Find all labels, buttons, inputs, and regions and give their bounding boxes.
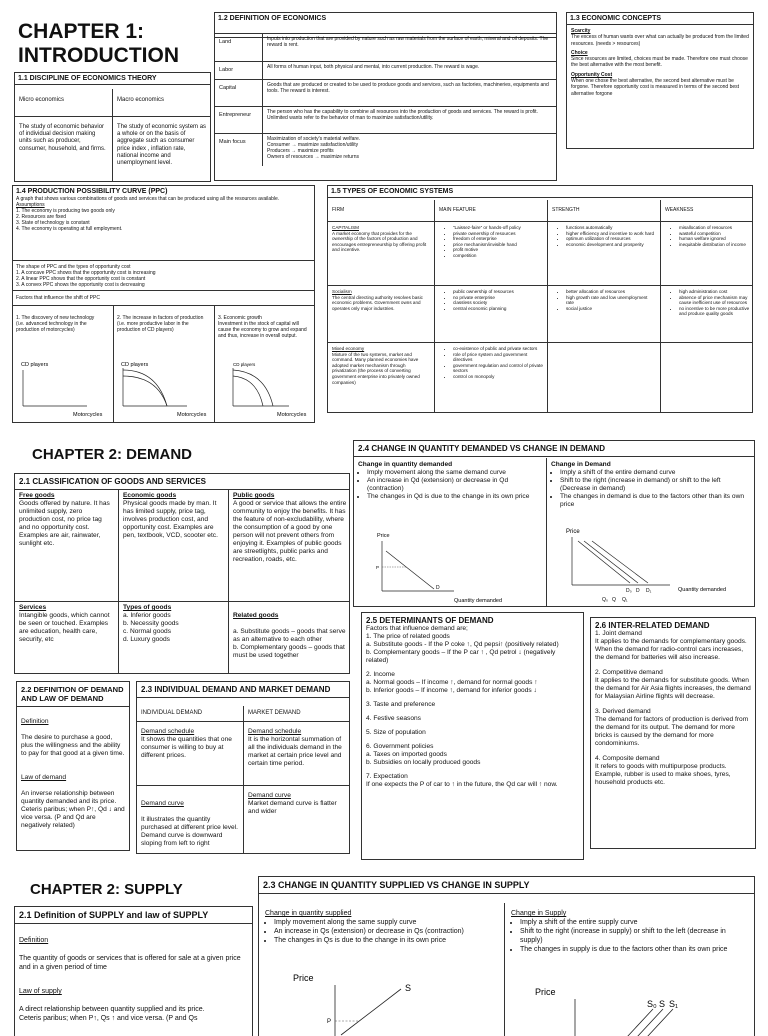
section-2-5	[361, 612, 584, 860]
graph-y-label: Price	[535, 987, 556, 997]
system-desc: A market economy that provides for the ownership of the factors of production and encourages entrepreneurship by offering profit and incentive.	[332, 230, 427, 253]
system-features-item: • competition	[453, 253, 543, 259]
demand-definition-block	[17, 707, 129, 841]
system-weaknesses-item: • no incentive to be more productive and produce quality goods	[679, 306, 750, 317]
change-qd-point: • The changes in Qd is due to the change in its own price	[367, 493, 542, 501]
inter-related-line: It refers to goods with multipurpose products. Example, rubber is used to make shoes, tyres, household products etc.	[595, 763, 731, 786]
section-1-1	[14, 72, 211, 182]
system-weaknesses-list	[665, 289, 750, 317]
system-cell	[328, 286, 435, 342]
system-weaknesses-item: • high administration cost	[679, 289, 750, 295]
factor-1-text: 1. The discovery of new technology (i.e. advanced technology in the production of motorcycles)	[16, 315, 95, 333]
system-weaknesses-item: • inequitable distribution of income	[679, 242, 750, 248]
system-strengths-list	[552, 289, 656, 311]
section-heading: 1.5 TYPES OF ECONOMIC SYSTEMS	[328, 186, 752, 198]
change-supply-point: • Imply a shift of the entire supply curve	[520, 918, 750, 927]
system-weaknesses-item: • misallocation of resources	[679, 225, 750, 231]
system-features-item: • role of price system and government directives	[453, 352, 543, 363]
definition-row	[215, 33, 557, 61]
goods-type-item: c. Normal goods	[123, 628, 172, 635]
inter-related-demand-list	[591, 630, 755, 787]
system-cell	[328, 343, 435, 413]
system-weaknesses-cell	[661, 343, 753, 413]
section-1-3	[566, 12, 754, 149]
assumption-item: 1. The economy is producing two goods only	[16, 208, 115, 214]
definition-term: Land	[215, 34, 263, 61]
law-text: An inverse relationship between quantity demanded and its price. Ceteris paribus; when P↑, Qd ↓ and vice versa. (P and Qd are negatively related)	[21, 790, 125, 829]
graph-x-label: Quantity demanded	[454, 598, 503, 604]
ppc-curve-original	[233, 376, 263, 406]
graph-x-label: Quantity demanded	[678, 587, 727, 593]
inter-related-line: 2. Competitive demand	[595, 669, 663, 676]
system-strengths-item: • high growth rate and low unemployment rate	[566, 295, 656, 306]
free-goods-text: Goods offered by nature. It has unlimited supply, zero production cost, no price tag and no opportunity cost. Examples are air, rainwater, sunlight etc.	[19, 500, 110, 547]
change-qs-points	[265, 918, 498, 945]
market-schedule	[244, 722, 350, 786]
demand-curve-d	[584, 541, 638, 583]
section-heading: 2.1 Definition of SUPPLY and law of SUPPLY	[15, 907, 252, 924]
section-heading: 2.2 DEFINITION OF DEMAND AND LAW OF DEMAND	[17, 682, 129, 707]
determinant-line: a. Substitute goods - If the P coke ↑, Qd pepsi↑ (positively related)	[366, 641, 559, 648]
section-heading: 1.4 PRODUCTION POSSIBILITY CURVE (PPC)	[16, 188, 168, 195]
related-goods	[229, 602, 350, 674]
factors-title: Factors that influence the shift of PPC	[13, 290, 314, 306]
inter-related-line	[595, 701, 751, 708]
determinant-line: a. Normal goods – If income ↑, demand for normal goods ↑	[366, 679, 538, 686]
label-d0: D₀	[626, 588, 632, 594]
determinant-line: 4. Festive seasons	[366, 715, 421, 722]
system-features-item: • no private enterprise	[453, 295, 543, 301]
individual-schedule-text: It shows the quantities that one consumer is willing to buy at different prices.	[141, 736, 232, 759]
label-d1: D₁	[646, 588, 652, 594]
market-schedule-text: It is the horizontal summation of all the individuals demand in the market at certain price level and certain time period.	[248, 736, 342, 767]
section-2-3	[136, 681, 350, 854]
definition-term: Capital	[215, 80, 263, 106]
definition-term: Main focus	[215, 134, 263, 166]
label-q1: Q₁	[622, 597, 628, 603]
section-2-4	[353, 440, 755, 607]
section-2-1	[14, 473, 350, 674]
definition-text: The quantity of goods or services that is offered for sale at a given price and in a given period of time	[19, 955, 241, 971]
system-features-list	[439, 225, 543, 259]
change-supply-point: • The changes in supply is due to the factors other than its own price	[520, 945, 750, 954]
change-supply-points	[511, 918, 750, 954]
factor-3-text: 3. Economic growth Investment in the stock of capital will cause the economy to grow and expand and thus, increase in overall output.	[218, 315, 307, 339]
definition-desc-line: Consumer → maximize satisfaction/utility	[267, 142, 359, 148]
ppc-curve-shifted	[233, 370, 273, 406]
section-heading: 2.3 CHANGE IN QUANTITY SUPPLIED VS CHANGE IN SUPPLY	[259, 877, 754, 894]
individual-demand-header: INDIVIDUAL DEMAND	[137, 706, 244, 722]
definition-title: Definition	[19, 937, 49, 944]
ppc-x-label: Motorcycles	[177, 412, 207, 418]
chapter1-title-line1: CHAPTER 1:	[18, 20, 145, 43]
system-features-item: • government regulation and control of private sectors	[453, 363, 543, 374]
system-features-cell	[435, 286, 548, 342]
qd-movement-graph	[374, 529, 524, 607]
determinant-line: Factors that influence demand are;	[366, 625, 468, 632]
system-features-item: • “Laissez-faire” or hands-off policy	[453, 225, 543, 231]
market-demand-header: MARKET DEMAND	[244, 706, 350, 722]
label-s: S	[659, 999, 666, 1009]
price-label: P	[327, 1019, 332, 1025]
demand-shift-graph	[560, 525, 750, 607]
section-1-5	[327, 185, 753, 413]
definition-desc	[263, 80, 557, 96]
system-strengths-cell	[548, 286, 661, 342]
definition-desc	[263, 134, 557, 162]
graph-y-label: Price	[377, 533, 390, 539]
system-weaknesses-item: • absence of price mechanism may cause inefficient use of resources	[679, 295, 750, 306]
section-heading: 2.3 INDIVIDUAL DEMAND AND MARKET DEMAND	[137, 682, 349, 698]
system-features-item: • freedom of enterprise	[453, 236, 543, 242]
change-supply-point: • Shift to the right (increase in supply) or shift to the left (decrease in supply)	[520, 927, 750, 945]
section-2-2	[16, 681, 130, 851]
definition-desc	[263, 34, 557, 50]
change-demand-point: • Imply a shift of the entire demand curve	[560, 469, 752, 477]
individual-schedule	[137, 722, 244, 786]
definition-term: Labor	[215, 62, 263, 79]
system-features-item: • classless society	[453, 300, 543, 306]
graph-y-label: Price	[566, 529, 580, 535]
economic-goods-text: Physical goods made by man. It has limited supply, price tag, involves production cost, and opportunity cost. Examples are pen, textbook, VCD, scooter etc.	[123, 500, 218, 539]
ppc-x-label: Motorcycles	[73, 412, 103, 418]
market-curve-title: Demand curve	[248, 792, 291, 799]
concept-item	[571, 28, 749, 47]
system-cell	[328, 222, 435, 285]
label-s0: S₀	[647, 999, 657, 1009]
individual-curve-text: It illustrates the quantity purchased at different price level. Demand curve is downward sloping from left to right	[141, 816, 239, 847]
concept-title: Opportunity Cost	[571, 71, 613, 78]
price-label: P	[376, 565, 380, 570]
definition-title: Definition	[21, 718, 49, 725]
system-weaknesses-item: • wasteful competition	[679, 231, 750, 237]
economic-goods-title: Economic goods	[123, 492, 177, 499]
system-name: Mixed economy	[332, 346, 365, 351]
determinant-line: 3. Taste and preference	[366, 701, 436, 708]
law-title: Law of demand	[21, 774, 67, 781]
system-features-item: • private ownership of resources	[453, 231, 543, 237]
ppc-intro-block	[13, 195, 314, 233]
services-title: Services	[19, 604, 47, 611]
change-qd-title: Change in quantity demanded	[358, 461, 453, 468]
system-features-item: • profit motive	[453, 247, 543, 253]
concept-title: Scarcity	[571, 28, 591, 34]
system-strengths-item: • optimum utilization of resources	[566, 236, 656, 242]
definition-row	[215, 106, 557, 133]
law-text: A direct relationship between quantity supplied and its price. Ceteris paribus; when P↑, Qs ↑ and vice versa. (P and Qs	[19, 1006, 205, 1022]
label-q0: Q₀	[602, 597, 608, 603]
section-heading: 2.1 CLASSIFICATION OF GOODS AND SERVICES	[15, 474, 349, 490]
supply-curve-s0	[627, 1009, 653, 1036]
individual-curve	[137, 786, 244, 854]
supply-curve	[341, 989, 401, 1035]
goods-type-item: b. Necessity goods	[123, 620, 179, 627]
system-strengths-item: • social justice	[566, 306, 656, 312]
chapter1-title-line2: INTRODUCTION	[18, 44, 179, 67]
definition-row	[215, 133, 557, 166]
ppc-graph-factors	[117, 358, 215, 420]
change-demand-title: Change in Demand	[551, 461, 611, 468]
macro-label: Macro economics	[113, 89, 211, 117]
table-column-header: WEAKNESS	[665, 207, 694, 213]
concept-text: When one chose the best alternative, the second best alternative must be forgone. Therefore opportunity cost is measured in terms of the second best alternative forgone	[571, 78, 740, 97]
inter-related-line: It applies to the demands for substitute goods. When the demand for Air Asia flights increases, the demand for Malaysian Airline flights will decrease.	[595, 677, 751, 700]
free-goods-title: Free goods	[19, 492, 55, 499]
determinant-line: b. Complementary goods – If the P car ↑ , Qd petrol ↓ (negatively related)	[366, 649, 556, 664]
table-row	[328, 343, 753, 413]
system-features-item: • central economic planning	[453, 306, 543, 312]
determinants-list	[362, 625, 583, 789]
table-column-header: STRENGTH	[548, 200, 661, 221]
chapter1-title	[18, 20, 179, 68]
concept-title: Choice	[571, 49, 588, 56]
change-demand-points	[551, 469, 752, 509]
concept-item	[571, 50, 749, 69]
system-name: CAPITALISM	[332, 225, 359, 230]
services-text: Intangible goods, which cannot be seen or touched. Examples are education, health care, security, etc	[19, 612, 110, 643]
label-s1: S₁	[669, 999, 679, 1009]
services	[15, 602, 119, 674]
system-strengths-cell	[548, 222, 661, 285]
section-heading: 2.5 DETERMINANTS OF DEMAND	[366, 616, 494, 625]
demand-label: D	[436, 585, 440, 591]
assumption-item: 4. The economy is operating at full employment.	[16, 226, 123, 232]
ppc-intro: A graph that shows various combinations of goods and services that can be produced using all the resources available.	[16, 196, 280, 202]
label-q: Q	[612, 597, 616, 603]
public-goods-text: A good or service that allows the entire community to enjoy the benefits. It has the feature of non-excludability, where the consumption of a good by one person will not prevent others from enjoying it. Examples of public goods are streetlights, public parks and recreation, roads, etc.	[233, 500, 347, 563]
table-row	[328, 286, 753, 343]
definition-desc-line: Maximization of society's material welfare.	[267, 136, 361, 142]
section-2-6	[590, 617, 756, 849]
macro-text: The study of economic system as a whole or on the basis of aggregate such as consumer price index , inflation rate, national income and unemployment level.	[117, 124, 207, 167]
system-strengths-item: • economic development and prosperity	[566, 242, 656, 248]
ppc-curve-shifted	[123, 370, 167, 406]
factor-2-text: 2. The increase in factors of production (i.e. more productive labor in the production of CD players)	[117, 315, 204, 333]
system-features-list	[439, 346, 543, 380]
qs-movement-graph	[289, 971, 469, 1036]
definition-desc-text: All forms of human input, both physical and mental, into current production. The reward is wage.	[267, 64, 480, 70]
section-supply-2-3	[258, 876, 755, 1036]
table-header-row	[328, 200, 753, 222]
definition-row	[215, 79, 557, 106]
system-strengths-list	[552, 225, 656, 247]
section-heading: 1.1 DISCIPLINE OF ECONOMICS THEORY	[15, 73, 210, 85]
system-features-cell	[435, 222, 548, 285]
ppc-y-label: CD players	[21, 362, 49, 368]
definition-term: Entrepreneur	[215, 107, 263, 133]
demand-curve-d1	[592, 541, 648, 583]
system-features-item: • public ownership of resources	[453, 289, 543, 295]
ppc-shapes-block	[13, 260, 314, 290]
section-heading: 1.2 DEFINITION OF ECONOMICS	[215, 13, 556, 38]
definition-desc-text: Goods that are produced or created to be used to produce goods and services, such as factories, machineries, equipments and tools. The reward is interest.	[267, 82, 549, 94]
public-goods-title: Public goods	[233, 492, 275, 499]
inter-related-line: 3. Derived demand	[595, 708, 651, 715]
inter-related-line	[595, 748, 751, 755]
related-goods-title: Related goods	[233, 612, 279, 619]
micro-text: The study of economic behavior of individual decision making units such as producer, consumer, household, and firms.	[15, 117, 113, 182]
inter-related-line: The demand for factors of production is derived from the demand for its output. The demand for more bricks is caused by the demand for more condominiums.	[595, 716, 749, 747]
table-column-header: FIRM	[328, 200, 435, 221]
ppc-curve-original	[123, 376, 167, 406]
goods-type-item: a. Inferior goods	[123, 612, 171, 619]
supply-label: S	[405, 983, 412, 993]
change-qs-point: • Imply movement along the same supply curve	[274, 918, 498, 927]
determinant-line: b. Subsidies on locally produced goods	[366, 759, 481, 766]
system-weaknesses-cell	[661, 222, 753, 285]
concept-text: Since resources are limited, choices must be made. Therefore one must choose the best alternative with the most benefit.	[571, 56, 748, 69]
system-weaknesses-item: • human welfare ignored	[679, 236, 750, 242]
system-weaknesses-cell	[661, 286, 753, 342]
change-qd-points	[358, 469, 542, 501]
definition-desc-line: Owners of resources → maximize returns	[267, 154, 359, 160]
change-qs-point: • The changes in Qs is due to the change in its own price	[274, 936, 498, 945]
section-1-4	[12, 185, 315, 423]
micro-label: Micro economics	[15, 89, 113, 117]
individual-curve-title: Demand curve	[141, 800, 184, 807]
goods-type-item: d. Luxury goods	[123, 636, 170, 643]
determinant-line: b. Inferior goods – If income ↑, demand for inferior goods ↓	[366, 687, 537, 694]
determinant-line: 5. Size of population	[366, 729, 426, 736]
ppc-x-label: Motorcycles	[277, 412, 307, 418]
types-of-goods-list	[123, 612, 224, 644]
inter-related-line: 1. Joint demand	[595, 630, 642, 637]
concept-text: The excess of human wants over what can actually be produced from the limited resources. (needs > resources)	[571, 34, 749, 47]
definition-desc-text: The person who has the capability to combine all resources into the production of goods and services. The reward is profit. Unlimited wants refer to the behavior of man to maximize satisfaction/utility.	[267, 109, 538, 121]
definition-desc-text: Inputs into production that are provided by nature such as raw materials from the surface of earth, mineral and oil deposits. The reward is rent.	[267, 36, 549, 48]
market-curve-text: Market demand curve is flatter and wider	[248, 800, 337, 815]
system-strengths-item: • functions automatically	[566, 225, 656, 231]
shape-item: 2. A linear PPC shows that the opportunity cost is constant	[16, 276, 146, 282]
shape-item: 3. A convex PPC shows the opportunity cost is decreasing	[16, 282, 145, 288]
system-features-item: • control on monopoly	[453, 374, 543, 380]
demand-curve-d0	[578, 541, 630, 583]
economic-concepts-list	[567, 28, 753, 97]
inter-related-line: It applies to the demands for complementary goods. When the demand for radio-control cars increases, the demand for batteries will also increase.	[595, 638, 747, 661]
section-supply-2-1	[14, 906, 253, 1036]
system-features-cell	[435, 343, 548, 413]
determinant-line: 1. The price of related goods	[366, 633, 450, 640]
inter-related-line: 4. Composite demand	[595, 755, 660, 762]
law-title: Law of supply	[19, 988, 62, 995]
determinant-line: 7. Expectation	[366, 773, 408, 780]
chapter2-demand-title: CHAPTER 2: DEMAND	[32, 446, 193, 463]
change-supply-title: Change in Supply	[511, 910, 567, 917]
table-row	[328, 222, 753, 286]
shape-title: The shape of PPC and the types of opportunity cost	[16, 264, 131, 270]
chapter2-supply-title: CHAPTER 2: SUPPLY	[30, 881, 183, 898]
definition-desc	[263, 107, 557, 123]
determinant-line: 2. Income	[366, 671, 395, 678]
system-weaknesses-list	[665, 225, 750, 247]
system-desc: Mixture of the two systems, market and command. Many planned economies have adopted market mechanism through privatization (the process of converting government enterprise into privately owned companies)	[332, 351, 420, 385]
change-qs-point: • An increase in Qs (extension) or decrease in Qs (contraction)	[274, 927, 498, 936]
system-strengths-cell	[548, 343, 661, 413]
system-features-list	[439, 289, 543, 311]
system-features-item: • co-existence of public and private sectors	[453, 346, 543, 352]
definition-desc-line: Producers → maximize profits	[267, 148, 334, 154]
change-demand-point: • Shift to the right (increase in demand) or shift to the left (Decrease in demand)	[560, 477, 752, 493]
shape-item: 1. A concave PPC shows that the opportunity cost is increasing	[16, 270, 156, 276]
definition-row	[215, 61, 557, 79]
related-goods-text: a. Substitute goods – goods that serve as an alternative to each other b. Complementary goods – goods that must be used together	[233, 628, 346, 659]
section-heading: 2.6 INTER-RELATED DEMAND	[595, 621, 710, 630]
concept-item	[571, 72, 749, 97]
system-strengths-item: • better allocation of resources	[566, 289, 656, 295]
assumption-item: 2. Resources are fixed	[16, 214, 67, 220]
section-1-2	[214, 12, 557, 181]
types-of-goods-title: Types of goods	[123, 604, 172, 611]
economic-goods	[119, 490, 229, 602]
public-goods	[229, 490, 350, 602]
demand-curve	[386, 551, 434, 589]
assumption-item: 3. State of technology is constant	[16, 220, 90, 226]
determinant-line: a. Taxes on imported goods	[366, 751, 447, 758]
section-heading: 2.4 CHANGE IN QUANTITY DEMANDED VS CHANGE IN DEMAND	[354, 441, 754, 457]
ppc-y-label: CD players	[121, 362, 149, 368]
change-demand-point: • The changes in demand is due to the factors other than its own price	[560, 493, 752, 509]
section-heading: 1.3 ECONOMIC CONCEPTS	[567, 13, 753, 25]
system-desc: The central directing authority resolves basic economic problems. Government owns and operates only major industries.	[332, 294, 423, 311]
supply-definition-block	[15, 924, 252, 1035]
types-of-goods	[119, 602, 229, 674]
label-d: D	[636, 588, 640, 594]
graph-y-label: Price	[293, 973, 314, 983]
shapes-list	[16, 270, 311, 288]
system-strengths-item: • higher efficiency and incentive to work hard	[566, 231, 656, 237]
system-name: Socialism	[332, 289, 352, 294]
individual-schedule-title: Demand schedule	[141, 728, 195, 735]
change-qs-title: Change in quantity supplied	[265, 910, 352, 917]
definition-text: The desire to purchase a good, plus the willingness and the ability to pay for that good at a given time.	[21, 734, 125, 757]
ppc-graph-growth	[219, 358, 315, 420]
definition-desc	[263, 62, 557, 72]
assumptions-title: Assumptions	[16, 202, 45, 208]
ppc-y-label: CD players	[233, 362, 256, 367]
free-goods	[15, 490, 119, 602]
market-schedule-title: Demand schedule	[248, 728, 302, 735]
market-curve	[244, 786, 350, 854]
inter-related-line	[595, 662, 751, 669]
assumptions-list	[16, 208, 311, 232]
change-qd-point: • Imply movement along the same demand curve	[367, 469, 542, 477]
table-column-header: MAIN FEATURE	[435, 200, 548, 221]
ppc-graph-technology	[17, 358, 113, 420]
system-features-item: • price mechanism/invisible hand	[453, 242, 543, 248]
determinant-line: 6. Government policies	[366, 743, 434, 750]
determinant-line: If one expects the P of car to ↑ in the future, the Qd car will ↑ now.	[366, 781, 558, 788]
change-qd-point: • An increase in Qd (extension) or decrease in Qd (contraction)	[367, 477, 542, 493]
supply-shift-graph	[535, 985, 735, 1036]
